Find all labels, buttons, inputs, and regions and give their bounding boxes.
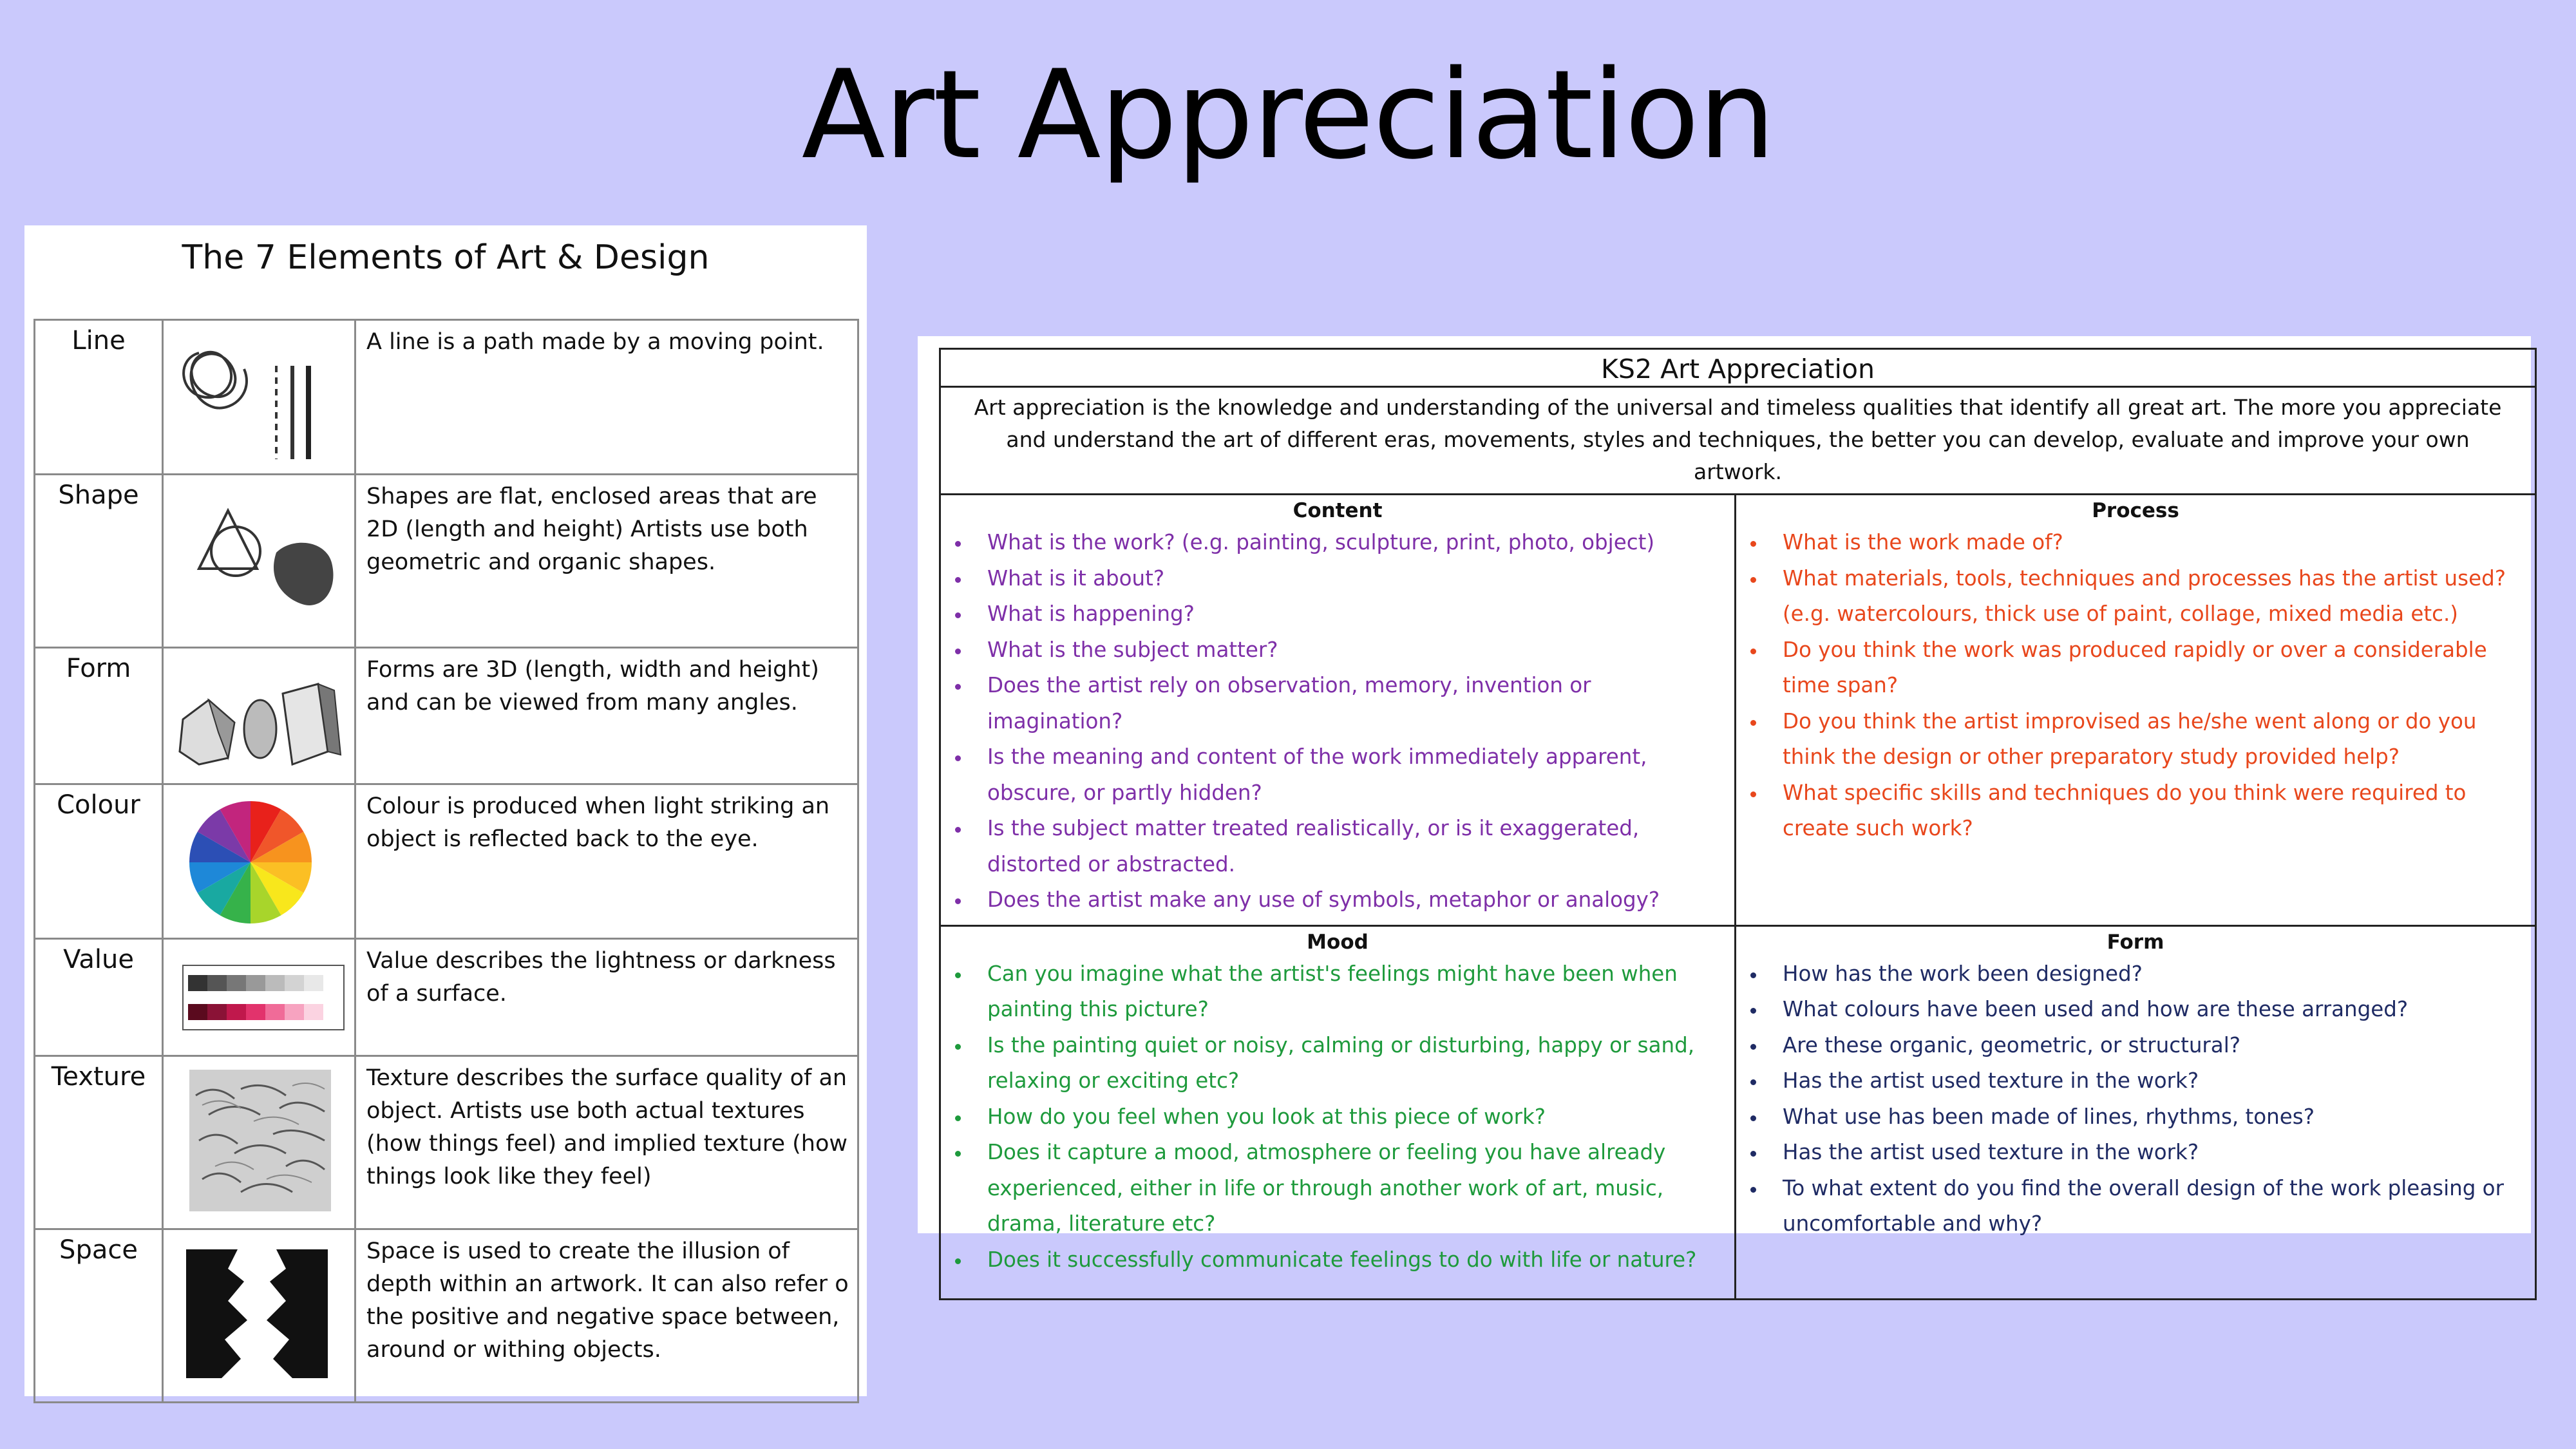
- list-item: Are these organic, geometric, or structural?: [1743, 1028, 2528, 1064]
- mood-heading: Mood: [1307, 930, 1368, 954]
- fur-texture-icon: [164, 1057, 354, 1226]
- list-item: How has the work been designed?: [1743, 956, 2528, 992]
- list-item: Is the subject matter treated realistically, or is it exaggerated, distorted or abstracted.: [947, 811, 1728, 882]
- element-row-space: [35, 1229, 858, 1403]
- ks2-table: [939, 348, 2537, 1300]
- element-description: Value describes the lightness or darkness of a surface.: [355, 939, 858, 1056]
- list-item: What is happening?: [947, 596, 1728, 632]
- triangle-circle-blob-icon: [164, 475, 354, 644]
- form-questions: [1743, 956, 2528, 1242]
- list-item: What is it about?: [947, 561, 1728, 597]
- list-item: How do you feel when you look at this piece of work?: [947, 1099, 1728, 1135]
- list-item: What materials, tools, techniques and processes has the artist used? (e.g. watercolours, thick use of paint, collage, mixed media etc.): [1743, 561, 2528, 632]
- colour-wheel-icon: [164, 785, 354, 935]
- mood-section: [940, 925, 1736, 1299]
- element-row-texture: [35, 1056, 858, 1229]
- element-name: Form: [35, 648, 163, 784]
- list-item: To what extent do you find the overall design of the work pleasing or uncomfortable and why?: [1743, 1171, 2528, 1242]
- process-section: [1736, 495, 2536, 926]
- content-heading: Content: [1293, 499, 1383, 522]
- list-item: Does it capture a mood, atmosphere or feeling you have already experienced, either in life or through another work of art, music, drama, literature etc?: [947, 1135, 1728, 1242]
- list-item: Is the meaning and content of the work immediately apparent, obscure, or partly hidden?: [947, 739, 1728, 811]
- list-item: Has the artist used texture in the work?: [1743, 1135, 2528, 1171]
- elements-title: The 7 Elements of Art & Design: [182, 238, 710, 277]
- elements-of-art-chart: [24, 225, 867, 1396]
- element-row-line: [35, 320, 858, 475]
- positive-negative-space-icon: [164, 1230, 354, 1399]
- elements-table: [33, 319, 859, 1403]
- list-item: What is the subject matter?: [947, 632, 1728, 668]
- list-item: Do you think the artist improvised as he/she went along or do you think the design or other preparatory study provided help?: [1743, 704, 2528, 775]
- element-name: Colour: [35, 784, 163, 939]
- list-item: What specific skills and techniques do you think were required to create such work?: [1743, 775, 2528, 847]
- list-item: Does the artist make any use of symbols, metaphor or analogy?: [947, 882, 1728, 918]
- element-row-colour: [35, 784, 858, 939]
- element-name: Value: [35, 939, 163, 1056]
- list-item: What is the work? (e.g. painting, sculpture, print, photo, object): [947, 525, 1728, 561]
- element-row-value: [35, 939, 858, 1056]
- element-row-form: [35, 648, 858, 784]
- ks2-intro: Art appreciation is the knowledge and understanding of the universal and timeless qualities that identify all great art. The more you appreciate and understand the art of different eras, movements, styles and techniques, the better you can develop, evaluate and improve your own artwork.: [940, 387, 2536, 495]
- content-section: [940, 495, 1736, 926]
- content-questions: [947, 525, 1728, 918]
- element-description: Shapes are flat, enclosed areas that are 2D (length and height) Artists use both geometric and organic shapes.: [355, 475, 858, 648]
- form-heading: Form: [2107, 930, 2164, 954]
- element-description: Texture describes the surface quality of an object. Artists use both actual textures (how things feel) and implied texture (how things look like they feel): [355, 1056, 858, 1229]
- mood-questions: [947, 956, 1728, 1278]
- scribble-lines-icon: [164, 321, 354, 471]
- 3d-forms-icon: [164, 649, 354, 781]
- element-description: Forms are 3D (length, width and height) and can be viewed from many angles.: [355, 648, 858, 784]
- process-heading: Process: [2092, 499, 2179, 522]
- element-description: Colour is produced when light striking an object is reflected back to the eye.: [355, 784, 858, 939]
- element-name: Line: [35, 320, 163, 475]
- form-section: [1736, 925, 2536, 1299]
- list-item: Has the artist used texture in the work?: [1743, 1063, 2528, 1099]
- element-name: Texture: [35, 1056, 163, 1229]
- list-item: Is the painting quiet or noisy, calming or disturbing, happy or sand, relaxing or exciting etc?: [947, 1028, 1728, 1099]
- list-item: Does the artist rely on observation, memory, invention or imagination?: [947, 668, 1728, 739]
- element-name: Shape: [35, 475, 163, 648]
- ks2-title: KS2 Art Appreciation: [940, 349, 2536, 387]
- list-item: What colours have been used and how are these arranged?: [1743, 992, 2528, 1028]
- element-description: A line is a path made by a moving point.: [355, 320, 858, 475]
- element-name: Space: [35, 1229, 163, 1403]
- element-row-shape: [35, 475, 858, 648]
- list-item: Does it successfully communicate feelings to do with life or nature?: [947, 1242, 1728, 1278]
- process-questions: [1743, 525, 2528, 847]
- list-item: What use has been made of lines, rhythms, tones?: [1743, 1099, 2528, 1135]
- ks2-art-appreciation-sheet: [918, 336, 2531, 1272]
- list-item: Can you imagine what the artist's feelings might have been when painting this picture?: [947, 956, 1728, 1028]
- slide-title: Art Appreciation: [801, 44, 1775, 186]
- list-item: Do you think the work was produced rapidly or over a considerable time span?: [1743, 632, 2528, 704]
- value-scale-icon: [164, 940, 354, 1052]
- list-item: What is the work made of?: [1743, 525, 2528, 561]
- element-description: Space is used to create the illusion of depth within an artwork. It can also refer o the positive and negative space between, around or withing objects.: [355, 1229, 858, 1403]
